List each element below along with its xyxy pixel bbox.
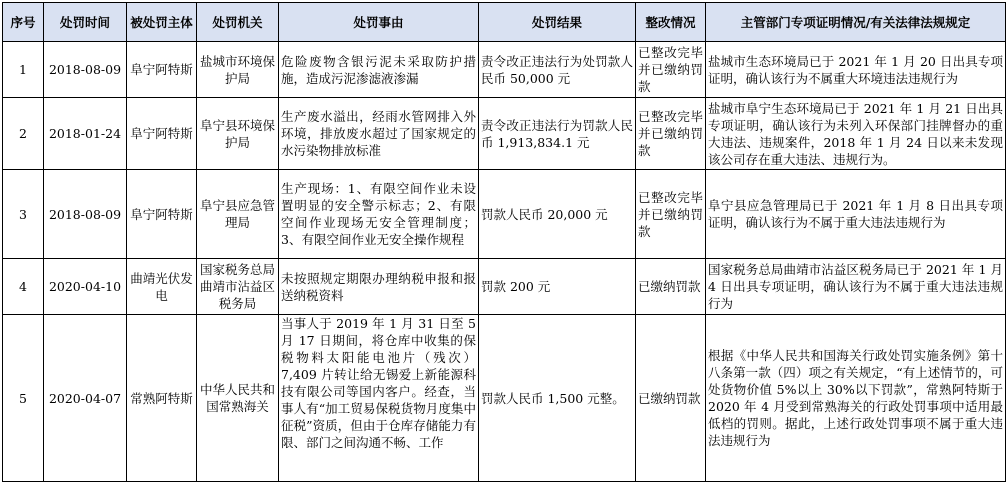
cell-certification: 根据《中华人民共和国海关行政处罚实施条例》第十八条第一款（四）项之有关规定，“有上述情节的，可处货物价值 5%以上 30%以下罚款”，常熟阿特斯于 2020 年 4 月受到常熟海关的行政处罚事项中适用最低档的罚则。据此，上述行政处罚事项不属于重大违法违规行为 — [706, 315, 1006, 482]
cell-authority: 阜宁县应急管理局 — [197, 170, 279, 259]
header-authority: 处罚机关 — [197, 3, 279, 42]
cell-certification: 阜宁县应急管理局已于 2021 年 1 月 8 日出具专项证明，确认该行为不属于重大违法违规行为 — [706, 170, 1006, 259]
table-row — [3, 170, 1006, 259]
cell-reason-text: 当事人于 2019 年 1 月 31 日至 5 月 17 日期间，将仓库中收集的保税物料太阳能电池片（残次）7,409 片转让给无锡爱上新能源科技有限公司等国内客户。经查，当事人有“加工贸易保税货物月度集中征税”资质，但由于仓库存储能力有限、部门之间沟通不畅、工作 — [281, 316, 476, 450]
header-rectification: 整改情况 — [636, 3, 706, 42]
cell-authority: 盐城市环境保护局 — [197, 42, 279, 98]
cell-rectification: 已整改完毕并已缴纳罚款 — [636, 98, 706, 170]
cell-rectification: 已缴纳罚款 — [636, 315, 706, 482]
cell-subject: 阜宁阿特斯 — [127, 42, 197, 98]
cell-no: 4 — [3, 259, 44, 315]
header-date: 处罚时间 — [44, 3, 127, 42]
cell-reason — [279, 315, 479, 482]
cell-no: 3 — [3, 170, 44, 259]
cell-date: 2018-08-09 — [44, 170, 127, 259]
table-row — [3, 42, 1006, 98]
cell-rectification: 已整改完毕并已缴纳罚款 — [636, 170, 706, 259]
cell-result: 罚款人民币 1,500 元整。 — [479, 315, 636, 482]
cell-date: 2020-04-10 — [44, 259, 127, 315]
cell-date: 2018-08-09 — [44, 42, 127, 98]
cell-no: 1 — [3, 42, 44, 98]
table-row — [3, 259, 1006, 315]
cell-result: 罚款 200 元 — [479, 259, 636, 315]
cell-authority: 阜宁县环境保护局 — [197, 98, 279, 170]
cell-authority: 国家税务总局曲靖市沾益区税务局 — [197, 259, 279, 315]
cell-date: 2018-01-24 — [44, 98, 127, 170]
cell-subject: 曲靖光伏发电 — [127, 259, 197, 315]
header-no: 序号 — [3, 3, 44, 42]
cell-certification: 盐城市阜宁生态环境局已于 2021 年 1 月 21 日出具专项证明，确认该行为未列入环保部门挂牌督办的重大违法、违规案件，2018 年 1 月 24 日以来未发现该公司存在重大违法、违规行为。 — [706, 98, 1006, 170]
table-row — [3, 98, 1006, 170]
cell-subject: 阜宁阿特斯 — [127, 170, 197, 259]
table-row — [3, 315, 1006, 482]
cell-subject: 常熟阿特斯 — [127, 315, 197, 482]
header-row — [3, 3, 1006, 42]
penalty-table — [2, 2, 1006, 482]
cell-reason: 生产现场：1、有限空间作业未设置明显的安全警示标志；2、有限空间作业现场无安全管理制度；3、有限空间作业无安全操作规程 — [279, 170, 479, 259]
cell-result: 罚款人民币 20,000 元 — [479, 170, 636, 259]
cell-rectification: 已缴纳罚款 — [636, 259, 706, 315]
cell-no: 2 — [3, 98, 44, 170]
cell-certification: 盐城市生态环境局已于 2021 年 1 月 20 日出具专项证明，确认该行为不属重大环境违法违规行为 — [706, 42, 1006, 98]
cell-result: 责令改正违法行为罚款人民币 1,913,834.1 元 — [479, 98, 636, 170]
header-certification: 主管部门专项证明情况/有关法律法规规定 — [706, 3, 1006, 42]
header-reason: 处罚事由 — [279, 3, 479, 42]
cell-subject: 阜宁阿特斯 — [127, 98, 197, 170]
cell-result: 责令改正违法行为处罚款人民币 50,000 元 — [479, 42, 636, 98]
cell-no: 5 — [3, 315, 44, 482]
cell-reason: 未按照规定期限办理纳税申报和报送纳税资料 — [279, 259, 479, 315]
cell-date: 2020-04-07 — [44, 315, 127, 482]
header-subject: 被处罚主体 — [127, 3, 197, 42]
cell-certification: 国家税务总局曲靖市沾益区税务局已于 2021 年 1 月 4 日出具专项证明，确认该行为不属于重大违法违规行为 — [706, 259, 1006, 315]
header-result: 处罚结果 — [479, 3, 636, 42]
cell-reason: 危险废物含银污泥未采取防护措施，造成污泥渗滤液渗漏 — [279, 42, 479, 98]
cell-rectification: 已整改完毕并已缴纳罚款 — [636, 42, 706, 98]
cell-reason: 生产废水溢出，经雨水管网排入外环境，排放废水超过了国家规定的水污染物排放标准 — [279, 98, 479, 170]
cell-authority: 中华人民共和国常熟海关 — [197, 315, 279, 482]
